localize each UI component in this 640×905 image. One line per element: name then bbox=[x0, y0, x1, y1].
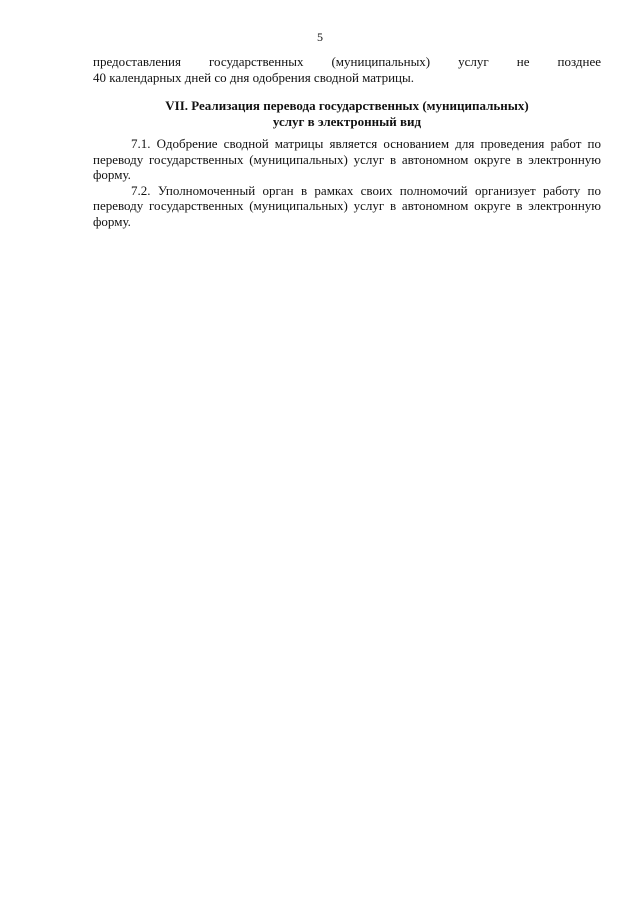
section-heading bbox=[93, 98, 601, 130]
section-heading-line-2: услуг в электронный вид bbox=[272, 114, 422, 129]
continuation-line-2: 40 календарных дней со дня одобрения сводной матрицы. bbox=[93, 69, 414, 85]
paragraph-7-2: 7.2. Уполномоченный орган в рамках своих полномочий организует работу по переводу государственных (муниципальных) услуг в автономном округе в электронную форму. bbox=[93, 182, 601, 229]
section-body bbox=[93, 136, 601, 229]
continuation-paragraph bbox=[93, 54, 601, 85]
paragraph-7-1: 7.1. Одобрение сводной матрицы является основанием для проведения работ по переводу государственных (муниципальных) услуг в автономном округе в электронную форму. bbox=[93, 136, 601, 182]
page-number: 5 bbox=[317, 30, 323, 44]
section-heading-line-1: VII. Реализация перевода государственных (муниципальных) bbox=[165, 98, 529, 113]
continuation-line-1: предоставления государственных (муниципальных) услуг не позднее bbox=[93, 54, 601, 69]
